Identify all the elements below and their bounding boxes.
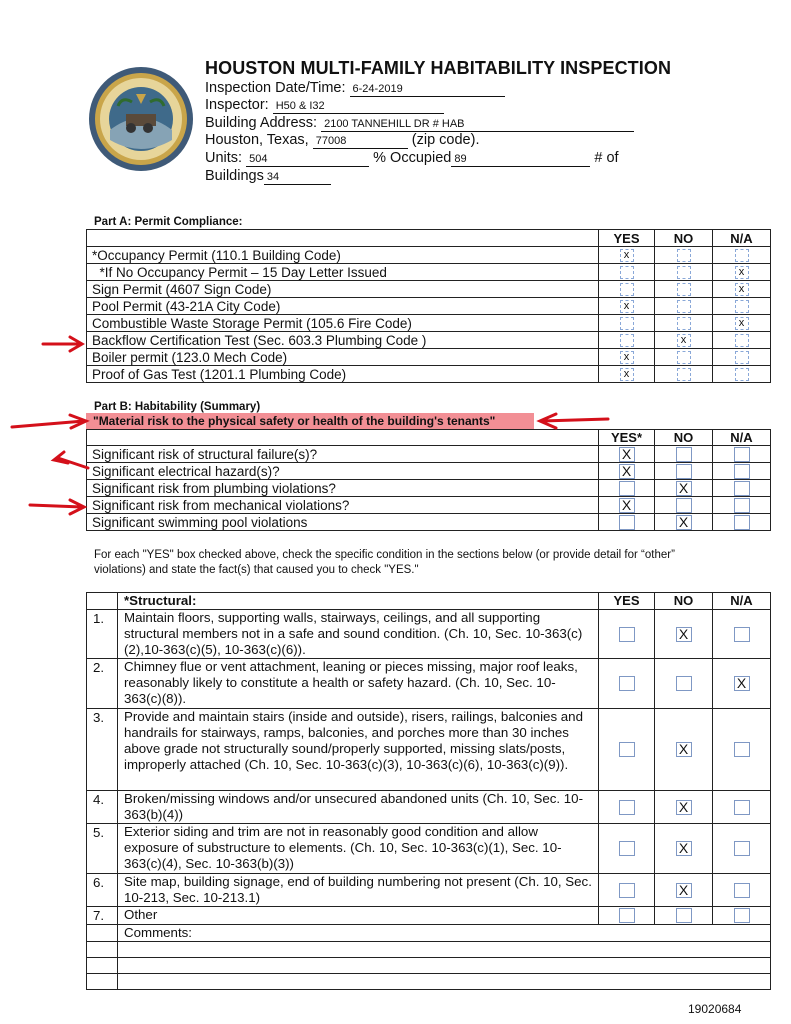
- part-a-title: Part A: Permit Compliance:: [94, 216, 243, 228]
- structural-no-checkbox[interactable]: X: [676, 800, 692, 815]
- permit-label: Boiler permit (123.0 Mech Code): [87, 349, 599, 366]
- permit-label: Proof of Gas Test (1201.1 Plumbing Code): [87, 366, 599, 383]
- habitability-label: Significant risk from mechanical violations?: [87, 497, 599, 514]
- permit-label: Sign Permit (4607 Sign Code): [87, 281, 599, 298]
- inspection-date-label: Inspection Date/Time:: [205, 80, 346, 96]
- arrow-subtitle-left: [12, 415, 86, 428]
- habitability-label: Significant risk of structural failure(s)?: [87, 446, 599, 463]
- structural-row-number: 3.: [87, 709, 118, 791]
- structural-title: *Structural:: [118, 593, 599, 610]
- comments-label: Comments:: [118, 925, 771, 942]
- permit-yes-checkbox[interactable]: x: [620, 249, 634, 262]
- buildings-label: Buildings: [205, 168, 264, 184]
- city-label: Houston, Texas,: [205, 132, 309, 148]
- structural-row-text: Other: [118, 907, 599, 925]
- habitability-yes-checkbox[interactable]: X: [619, 464, 635, 479]
- permit-label: *If No Occupancy Permit – 15 Day Letter Issued: [87, 264, 599, 281]
- structural-no-checkbox[interactable]: X: [676, 627, 692, 642]
- permit-label: Combustible Waste Storage Permit (105.6 Fire Code): [87, 315, 599, 332]
- permit-na-checkbox[interactable]: x: [735, 283, 749, 296]
- structural-row-text: Site map, building signage, end of building numbering not present (Ch. 10, Sec. 10-213, Sec. 10-213.1): [118, 874, 599, 907]
- structural-no-checkbox[interactable]: X: [676, 841, 692, 856]
- of-label: # of: [594, 150, 619, 166]
- structural-row-number: 7.: [87, 907, 118, 925]
- occupied-label: % Occupied: [373, 150, 452, 166]
- buildings-field[interactable]: 34: [264, 170, 331, 185]
- inspector-label: Inspector:: [205, 97, 269, 113]
- document-number: 19020684: [688, 1002, 742, 1016]
- structural-row-text: Provide and maintain stairs (inside and outside), risers, railings, balconies and handrails for stairways, ramps, balconies, and porches more than 30 inches above grade not structurally sound/properly supported, missing slats/posts, improperly attached (Ch. 10, Sec. 10-363(c)(3), 10-363(c)(6), 10-363(c)(9)).: [118, 709, 599, 791]
- structural-no-checkbox[interactable]: X: [676, 742, 692, 757]
- building-address-field[interactable]: 2100 TANNEHILL DR # HAB: [321, 117, 634, 132]
- arrow-subtitle-right: [540, 414, 608, 428]
- zip-code-label: (zip code).: [411, 132, 480, 148]
- permit-na-checkbox[interactable]: x: [735, 317, 749, 330]
- structural-row-text: Chimney flue or vent attachment, leaning or pieces missing, major roof leaks, reasonably likely to constitute a health or safety hazard. (Ch. 10, Sec. 10-363(c)(8)).: [118, 659, 599, 709]
- part-a-col-na: N/A: [713, 230, 771, 247]
- inspector-field[interactable]: H50 & I32: [273, 99, 444, 114]
- structural-row-number: 2.: [87, 659, 118, 709]
- arrow-mechanical: [30, 500, 84, 514]
- inspection-date-field[interactable]: 6-24-2019: [350, 82, 505, 97]
- habitability-no-checkbox[interactable]: X: [676, 481, 692, 496]
- permit-yes-checkbox[interactable]: x: [620, 351, 634, 364]
- part-a-col-no: NO: [655, 230, 713, 247]
- building-address-label: Building Address:: [205, 115, 318, 131]
- structural-row-number: 6.: [87, 874, 118, 907]
- habitability-yes-checkbox[interactable]: X: [619, 447, 635, 462]
- structural-row-number: 1.: [87, 610, 118, 659]
- part-b-col-no: NO: [655, 430, 713, 446]
- structural-col-na: N/A: [713, 593, 771, 610]
- habitability-label: Significant swimming pool violations: [87, 514, 599, 531]
- instructions-text: For each "YES" box checked above, check the specific condition in the sections below (or provide detail for “other” violations) and state the fact(s) that caused you to check "YES.": [94, 549, 675, 576]
- structural-no-checkbox[interactable]: X: [676, 883, 692, 898]
- part-a-col-yes: YES: [599, 230, 655, 247]
- units-field[interactable]: 504: [246, 152, 369, 167]
- arrow-structural: [54, 452, 88, 468]
- structural-row-number: 4.: [87, 791, 118, 824]
- arrow-backflow: [43, 337, 82, 351]
- part-b-subtitle: "Material risk to the physical safety or health of the building's tenants": [93, 414, 496, 428]
- permit-label: *Occupancy Permit (110.1 Building Code): [87, 247, 599, 264]
- habitability-yes-checkbox[interactable]: X: [619, 498, 635, 513]
- habitability-label: Significant electrical hazard(s)?: [87, 463, 599, 480]
- permit-label: Pool Permit (43-21A City Code): [87, 298, 599, 315]
- part-b-col-na: N/A: [713, 430, 771, 446]
- structural-row-number: 5.: [87, 824, 118, 874]
- structural-na-checkbox[interactable]: X: [734, 676, 750, 691]
- part-b-col-yes: YES*: [599, 430, 655, 446]
- habitability-no-checkbox[interactable]: X: [676, 515, 692, 530]
- structural-row-text: Exterior siding and trim are not in reasonably good condition and allow exposure of substructure to elements. (Ch. 10, Sec. 10-363(c)(1), Sec. 10-363(c)(4), Sec. 10-363(b)(3)): [118, 824, 599, 874]
- structural-col-yes: YES: [599, 593, 655, 610]
- permit-yes-checkbox[interactable]: x: [620, 300, 634, 313]
- structural-col-no: NO: [655, 593, 713, 610]
- units-label: Units:: [205, 150, 243, 166]
- structural-row-text: Maintain floors, supporting walls, stairways, ceilings, and all supporting structural members not in a safe and sound condition. (Ch. 10, Sec. 10-363(c)(2),10-363(c)(5), 10-363(c)(6)).: [118, 610, 599, 659]
- permit-label: Backflow Certification Test (Sec. 603.3 Plumbing Code ): [87, 332, 599, 349]
- habitability-label: Significant risk from plumbing violations?: [87, 480, 599, 497]
- occupied-field[interactable]: 89: [451, 152, 590, 167]
- zip-code-field[interactable]: 77008: [313, 134, 408, 149]
- permit-no-checkbox[interactable]: x: [677, 334, 691, 347]
- structural-row-text: Broken/missing windows and/or unsecured abandoned units (Ch. 10, Sec. 10-363(b)(4)): [118, 791, 599, 824]
- part-b-title: Part B: Habitability (Summary): [94, 401, 261, 413]
- permit-yes-checkbox[interactable]: x: [620, 368, 634, 381]
- permit-na-checkbox[interactable]: x: [735, 266, 749, 279]
- form-title: HOUSTON MULTI-FAMILY HABITABILITY INSPECTION: [205, 58, 672, 78]
